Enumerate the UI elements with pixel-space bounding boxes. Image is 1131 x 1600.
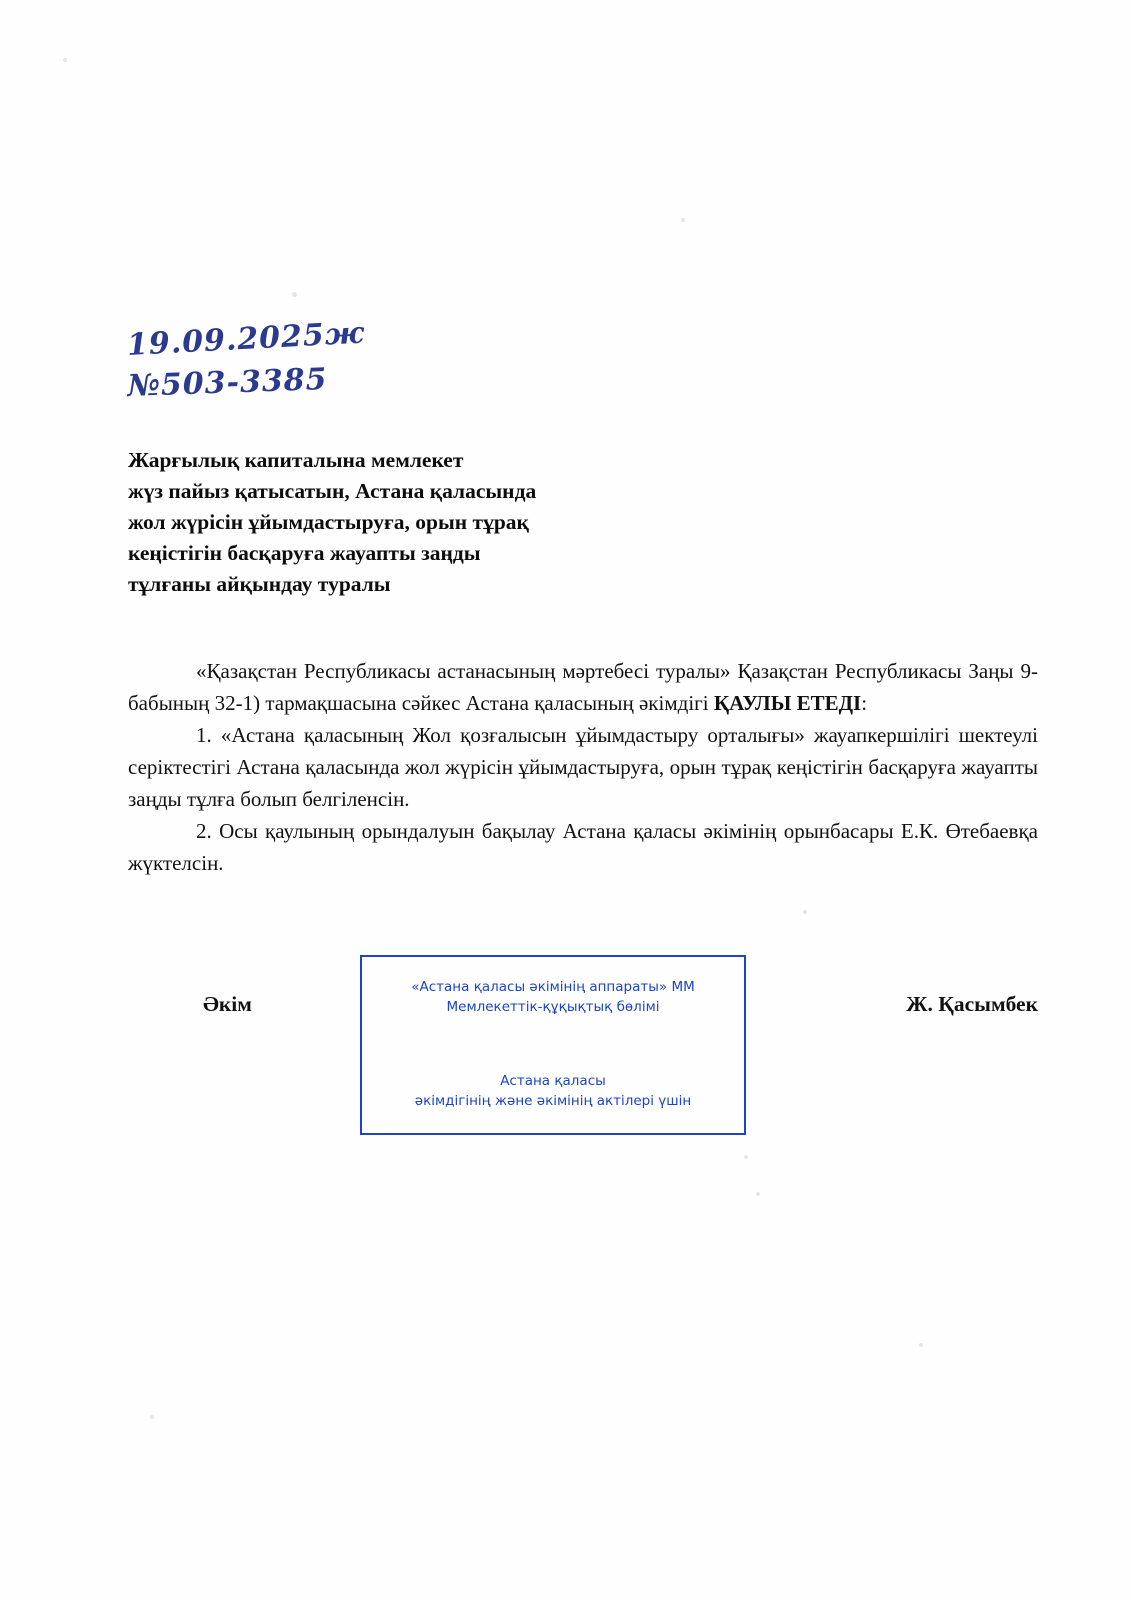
handwritten-date: 19.09.2025ж <box>126 315 366 363</box>
document-body <box>128 655 1038 879</box>
decision-keyword: ҚАУЛЫ ЕТЕДІ <box>713 691 862 715</box>
title-line-5: тұлғаны айқындау туралы <box>128 572 391 596</box>
handwritten-number: №503-3385 <box>126 362 329 404</box>
title-line-1: Жарғылық капиталына мемлекет <box>128 448 464 472</box>
scan-speck <box>150 1415 154 1419</box>
paragraph-intro <box>128 655 1038 719</box>
document-title <box>128 445 688 600</box>
intro-text-part2: : <box>861 691 868 715</box>
official-stamp <box>360 955 746 1135</box>
stamp-line-3: Астана қаласы <box>500 1073 606 1089</box>
title-line-4: кеңістігін басқаруға жауапты заңды <box>128 541 481 565</box>
scan-speck <box>292 292 297 297</box>
scan-speck <box>744 1155 748 1159</box>
stamp-line-1: «Астана қаласы әкімінің аппараты» ММ <box>411 979 695 995</box>
stamp-top <box>362 977 744 1017</box>
handwritten-registration <box>126 315 366 404</box>
signatory-name: Ж. Қасымбек <box>906 992 1038 1016</box>
scan-speck <box>919 1343 923 1347</box>
intro-text-part1: «Қазақстан Республикасы астанасының мәртебесі туралы» Қазақстан Республикасы Заңы 9-бабының 32-1) тармақшасына сәйкес Астана қаласының әкімдігі <box>128 659 1038 715</box>
stamp-bottom <box>362 1071 744 1111</box>
stamp-line-2: Мемлекеттік-құқықтық бөлімі <box>446 999 660 1015</box>
paragraph-item-2: 2. Осы қаулының орындалуын бақылау Астана қаласы әкімінің орынбасары Е.К. Өтебаевқа жүктелсін. <box>128 819 1038 875</box>
title-line-3: жол жүрісін ұйымдастыруға, орын тұрақ <box>128 510 529 534</box>
scan-speck <box>681 218 685 222</box>
scan-speck <box>803 910 807 914</box>
paragraph-item-1: 1. «Астана қаласының Жол қозғалысын ұйымдастыру орталығы» жауапкершілігі шектеулі серіктестігі Астана қаласында жол жүрісін ұйымдастыруға, орын тұрақ кеңістігін басқаруға жауапты заңды тұлға болып белгіленсін. <box>128 723 1038 811</box>
scan-speck <box>756 1192 760 1196</box>
signatory-role: Әкім <box>203 992 252 1016</box>
scan-speck <box>63 58 67 62</box>
stamp-line-4: әкімдігінің және әкімінің актілері үшін <box>414 1093 692 1109</box>
title-line-2: жүз пайыз қатысатын, Астана қаласында <box>128 479 537 503</box>
